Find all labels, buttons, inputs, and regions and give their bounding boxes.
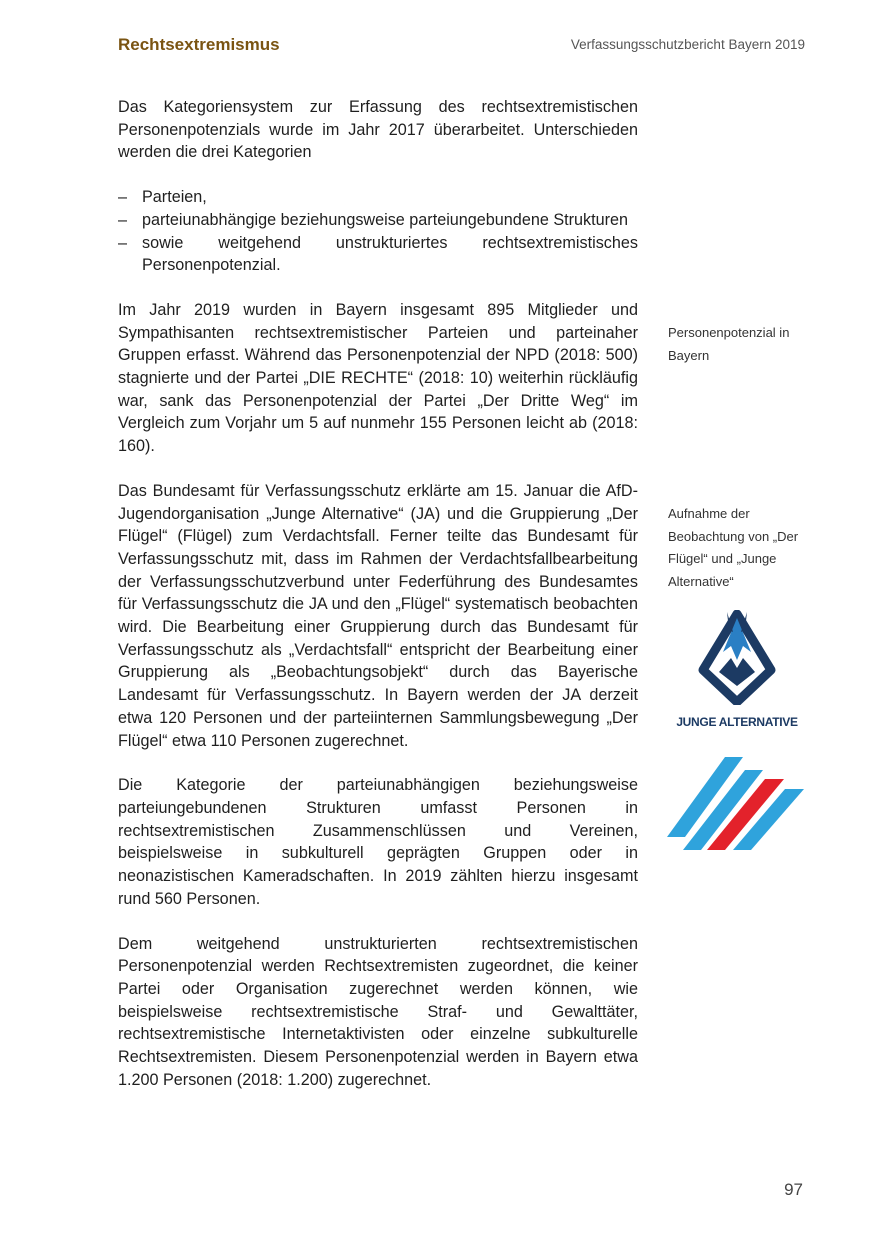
intro-paragraph: Das Kategoriensystem zur Erfassung des rechtsextremistischen Personenpotenzials wurde im Jahr 2017 überarbeitet. Unterschieden werden die drei Kategorien [118,98,638,162]
main-text [118,96,638,1091]
list-item: – Parteien, [118,186,638,209]
margin-note-personenpotenzial: Personenpotenzial in Bayern [668,325,790,363]
margin-note-beobachtung: Aufnahme der Beobachtung von „Der Flügel“ und „Junge Alternative“ [668,506,799,589]
paragraph-unstrukturiert: Dem weitgehend unstrukturierten rechtsextremistischen Personenpotenzial werden Rechtsextremisten zugeordnet, die keiner Partei oder Organisation zugerechnet werden können, wie beispielsweise rechtsextremistische Straf- und Gewalttäter, rechtsextremistische Internetaktivisten oder einzelne subkulturelle Rechtsextremisten. Diesem Personenpotenzial werden in Bayern etwa 1.200 Personen (2018: 1.200) zugerechnet. [118,934,638,1089]
list-item: – sowie weitgehend unstrukturiertes rechtsextremistisches Personenpotenzial. [118,232,638,277]
list-item: – parteiunabhängige beziehungsweise parteiungebundene Strukturen [118,209,638,232]
page-number: 97 [784,1180,803,1199]
junge-alternative-logo-text: JUNGE ALTERNATIVE [676,715,798,729]
paragraph-beobachtung: Das Bundesamt für Verfassungsschutz erklärte am 15. Januar die AfD-Jugendorganisation „Junge Alternative“ (JA) und die Gruppierung „Der Flügel“ (Flügel) zum Verdachtsfall. Ferner teilte das Bundesamt für Verfassungsschutz mit, dass im Rahmen der Verdachtsfallbearbeitung der Verfassungsschutzverbund unter Federführung des Bundesamtes für Verfassungsschutz die JA und den „Flügel“ systematisch beobachten wird. Die Bearbeitung einer Gruppierung durch das Bundesamt für Verfassungsschutz als „Verdachtsfall“ entspricht der Bearbeitung einer Gruppierung als „Beobachtungsobjekt“ durch das Bayerische Landesamt für Verfassungsschutz. In Bayern werden der JA derzeit etwa 120 Personen und der parteiinternen Sammlungsbewegung „Der Flügel“ etwa 110 Personen zugerechnet. [118,481,638,750]
section-title: Rechtsextremismus [118,35,280,54]
paragraph-strukturen: Die Kategorie der parteiunabhängigen beziehungsweise parteiungebundenen Strukturen umfasst Personen in rechtsextremistischen Zusammenschlüssen und Vereinen, beispielsweise in subkulturell geprägten Gruppen oder in neonazistischen Kameradschaften. In 2019 zählten hierzu insgesamt rund 560 Personen. [118,776,638,908]
paragraph-personenpotenzial: Im Jahr 2019 wurden in Bayern insgesamt 895 Mitglieder und Sympathisanten rechtsextremistischer Parteien und parteinaher Gruppen erfasst. Während das Personenpotenzial der NPD (2018: 500) stagnierte und der Partei „DIE RECHTE“ (2018: 10) weiterhin rückläufig war, sank das Personenpotenzial der Partei „Der Dritte Weg“ im Vergleich zum Vorjahr um 5 auf nunmehr 155 Personen leicht ab (2018: 160). [118,300,638,456]
report-title: Verfassungsschutzbericht Bayern 2019 [570,37,805,52]
fluegel-logo [667,757,804,850]
category-list [118,186,638,277]
junge-alternative-logo [693,610,781,705]
